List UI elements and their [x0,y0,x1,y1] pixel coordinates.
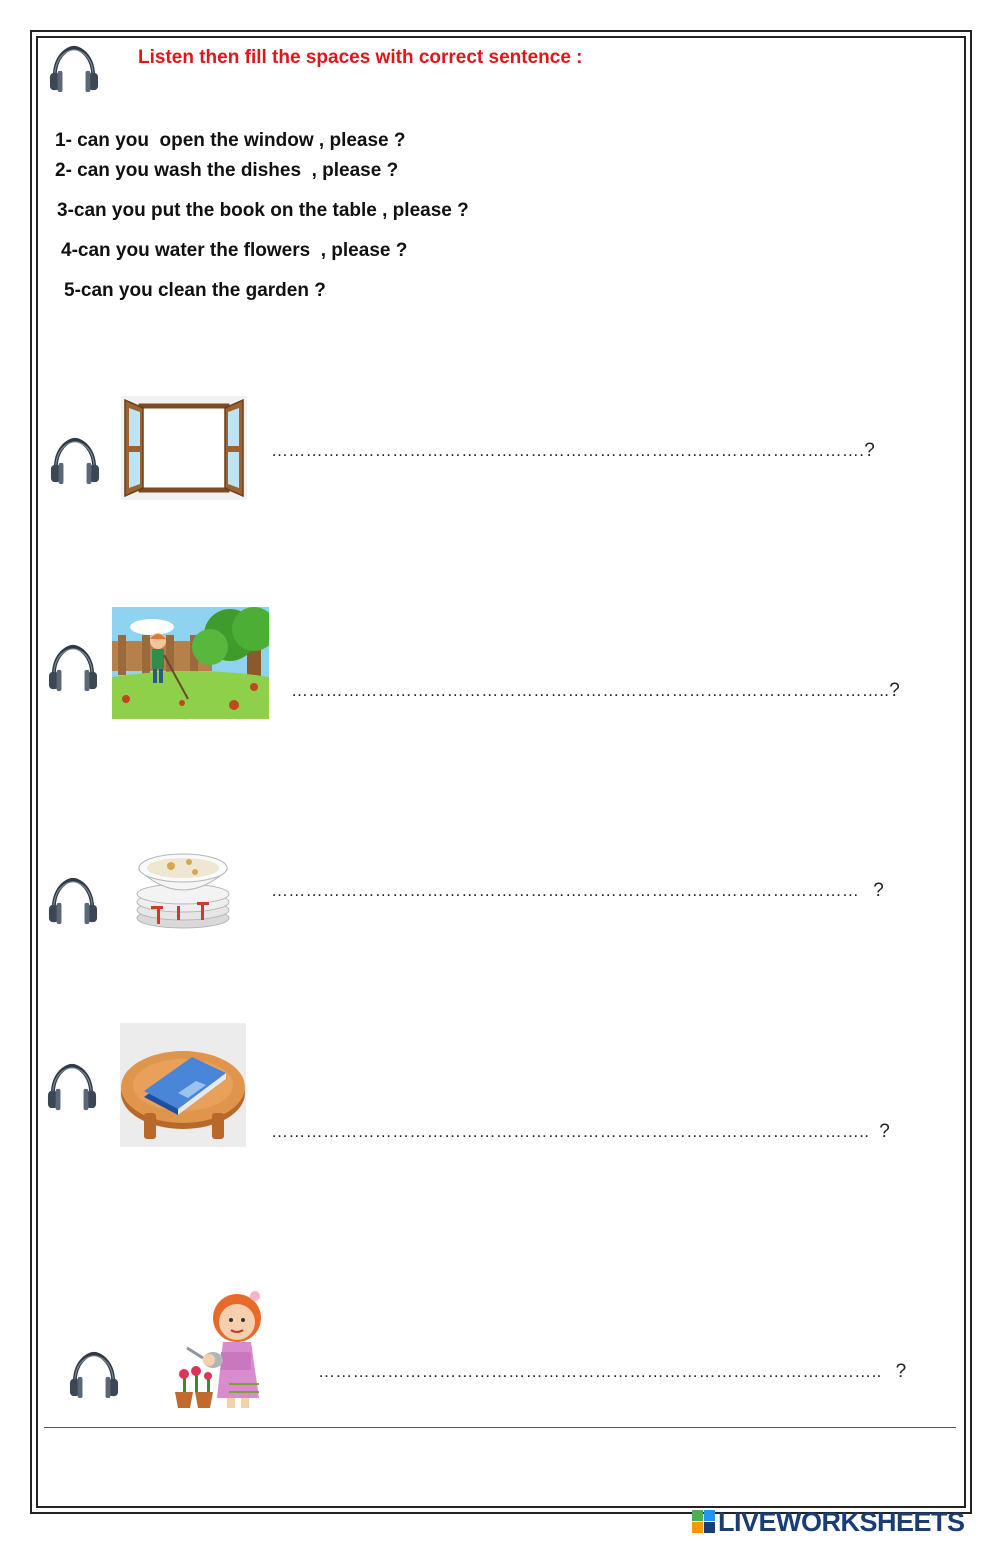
girl-watering-flowers-picture [173,1288,263,1410]
answer-dots: …………………………………………………………………………………….. [318,1362,882,1381]
answer-line-5[interactable] [318,1361,907,1383]
answer-dots: ………………………………………………………………………………………….. [291,681,890,700]
sentence-2: 2- can you wash the dishes , please ? [55,160,399,181]
sentence-4: 4-can you water the flowers , please ? [61,240,408,261]
question-mark: ? [879,1121,891,1142]
headphones-icon[interactable] [44,1062,100,1112]
sentence-1: 1- can you open the window , please ? [55,130,406,151]
dirty-dishes-picture [133,848,233,930]
answer-line-3[interactable] [271,880,884,902]
question-mark: ? [864,440,876,461]
answer-dots: …………………………………………………………………………………………. [271,441,865,460]
child-cleaning-garden-picture [112,607,269,719]
liveworksheets-logo-icon [692,1510,716,1534]
headphones-icon[interactable] [47,436,103,486]
brand-name: LIVEWORKSHEETS [718,1506,965,1537]
instruction-heading: Listen then fill the spaces with correct sentence : [138,47,583,68]
question-mark: ? [873,880,885,901]
answer-line-2[interactable] [291,680,900,702]
question-mark: ? [895,1361,907,1382]
answer-dots: ………………………………………………………………………………………… [271,881,860,900]
book-on-table-picture [120,1023,246,1147]
bottom-divider [44,1427,956,1428]
answer-dots: ………………………………………………………………………………………….. [271,1122,870,1141]
answer-line-1[interactable] [271,440,875,462]
question-mark: ? [889,680,901,701]
headphones-icon[interactable] [46,44,102,94]
headphones-icon[interactable] [45,643,101,693]
headphones-icon[interactable] [45,876,101,926]
sentence-3: 3-can you put the book on the table , please ? [57,200,469,221]
headphones-icon[interactable] [66,1350,122,1400]
sentence-5: 5-can you clean the garden ? [64,280,326,301]
brand-logo [692,1506,965,1538]
answer-line-4[interactable] [271,1121,890,1143]
open-window-picture [121,396,247,500]
